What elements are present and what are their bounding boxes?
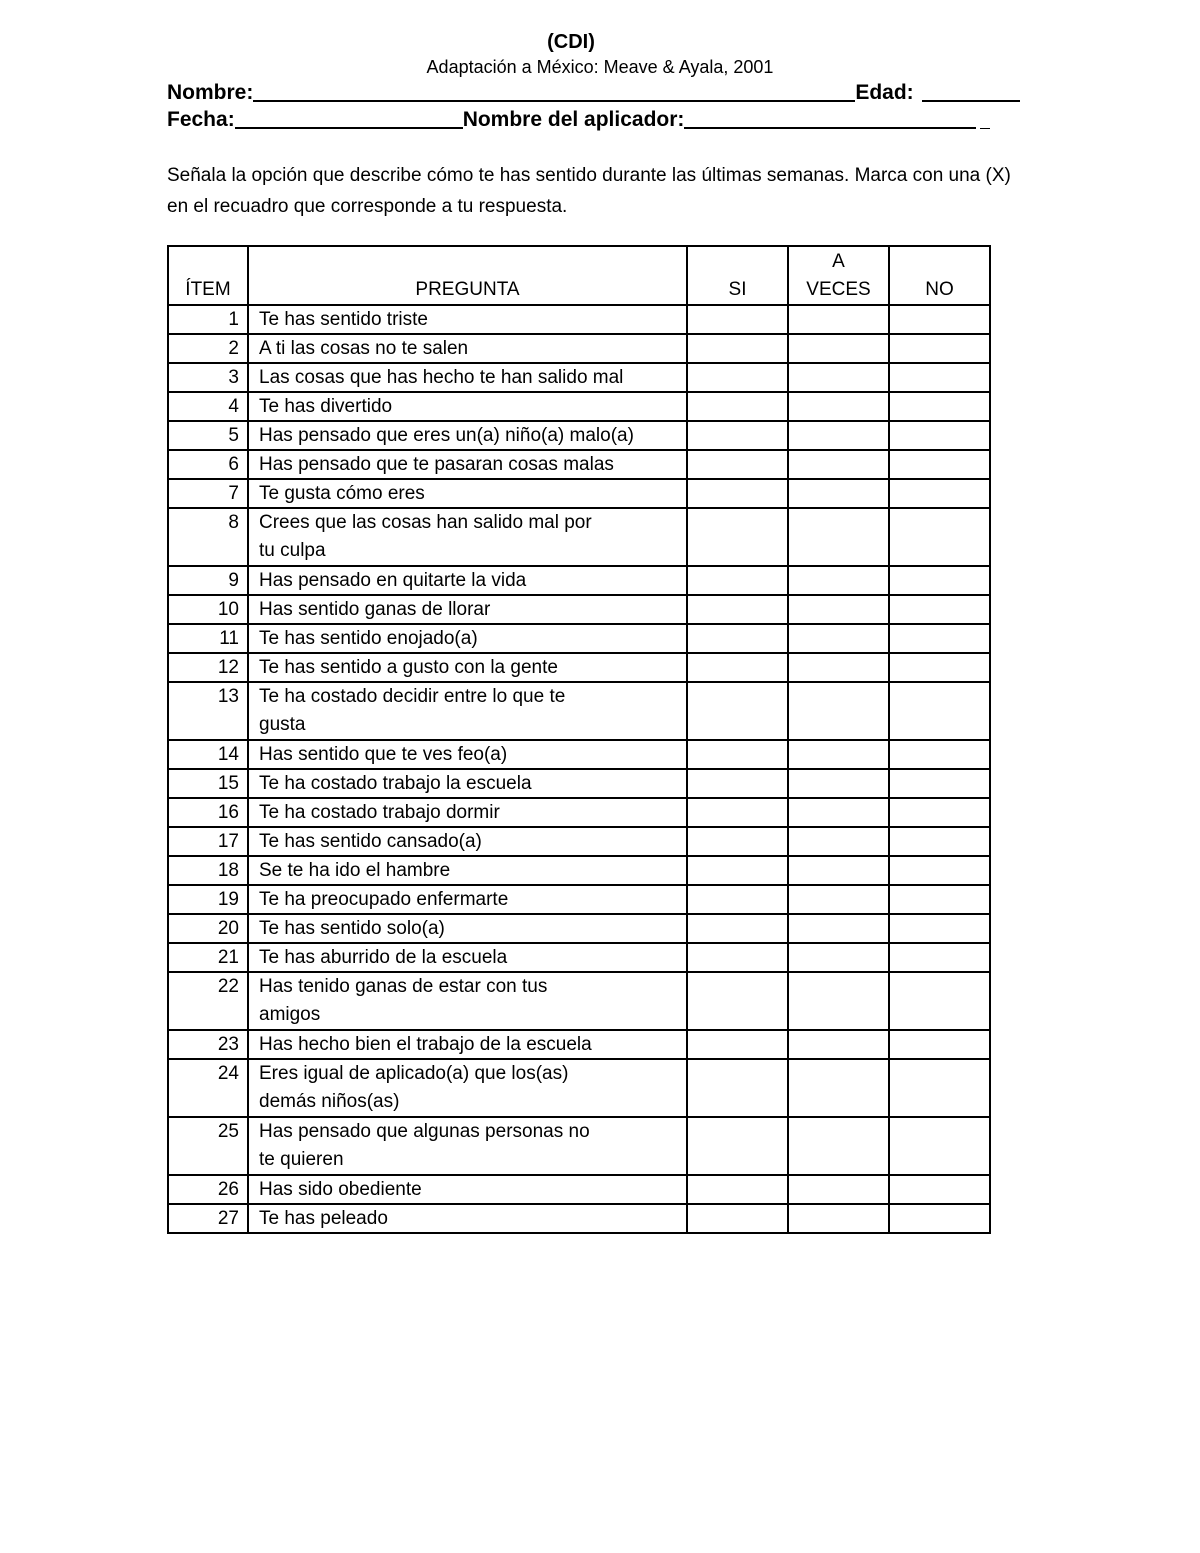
answer-no-cell[interactable] xyxy=(889,334,990,363)
question-line: Has sido obediente xyxy=(259,1179,422,1200)
question-line: Las cosas que has hecho te han salido mal xyxy=(259,367,624,388)
question-line: Te ha preocupado enfermarte xyxy=(259,889,509,910)
question-line: Has tenido ganas de estar con tus xyxy=(259,976,548,997)
table-row xyxy=(168,1204,990,1233)
question-line: Te has divertido xyxy=(259,396,393,417)
answer-no-cell[interactable] xyxy=(889,595,990,624)
answer-si-cell[interactable] xyxy=(687,798,788,827)
answer-si-cell[interactable] xyxy=(687,769,788,798)
answer-no-cell[interactable] xyxy=(889,508,990,566)
item-number: 22 xyxy=(168,972,248,1030)
table-row xyxy=(168,827,990,856)
question-text xyxy=(248,305,687,334)
answer-si-cell[interactable] xyxy=(687,1204,788,1233)
answer-a-veces-cell[interactable] xyxy=(788,305,889,334)
question-line: Crees que las cosas han salido mal por xyxy=(259,512,592,533)
table-row xyxy=(168,972,990,1030)
questionnaire-table xyxy=(167,245,991,1234)
question-line: Has pensado que algunas personas no xyxy=(259,1121,590,1142)
answer-a-veces-cell[interactable] xyxy=(788,421,889,450)
answer-no-cell[interactable] xyxy=(889,943,990,972)
question-text xyxy=(248,1117,687,1175)
question-text xyxy=(248,1030,687,1059)
date-applicator-row xyxy=(167,107,990,132)
question-text xyxy=(248,363,687,392)
answer-no-cell[interactable] xyxy=(889,682,990,740)
item-number: 5 xyxy=(168,421,248,450)
answer-si-cell[interactable] xyxy=(687,653,788,682)
header-no: NO xyxy=(889,246,990,305)
answer-a-veces-cell[interactable] xyxy=(788,566,889,595)
answer-si-cell[interactable] xyxy=(687,363,788,392)
answer-a-veces-cell[interactable] xyxy=(788,450,889,479)
item-number: 3 xyxy=(168,363,248,392)
question-text xyxy=(248,624,687,653)
answer-a-veces-cell[interactable] xyxy=(788,972,889,1030)
answer-a-veces-cell[interactable] xyxy=(788,624,889,653)
answer-si-cell[interactable] xyxy=(687,421,788,450)
question-line-2: amigos xyxy=(259,1004,321,1025)
answer-a-veces-cell[interactable] xyxy=(788,595,889,624)
question-line: Has sentido que te ves feo(a) xyxy=(259,744,508,765)
table-row xyxy=(168,798,990,827)
question-text xyxy=(248,334,687,363)
answer-si-cell[interactable] xyxy=(687,827,788,856)
question-text xyxy=(248,682,687,740)
question-line: Has hecho bien el trabajo de la escuela xyxy=(259,1034,592,1055)
answer-no-cell[interactable] xyxy=(889,1030,990,1059)
question-text xyxy=(248,798,687,827)
question-text xyxy=(248,508,687,566)
item-number: 9 xyxy=(168,566,248,595)
question-text xyxy=(248,566,687,595)
answer-no-cell[interactable] xyxy=(889,1059,990,1117)
answer-no-cell[interactable] xyxy=(889,1204,990,1233)
answer-a-veces-cell[interactable] xyxy=(788,740,889,769)
answer-no-cell[interactable] xyxy=(889,479,990,508)
item-number: 15 xyxy=(168,769,248,798)
age-label: Edad: xyxy=(855,81,914,104)
answer-a-veces-cell[interactable] xyxy=(788,508,889,566)
table-row xyxy=(168,363,990,392)
answer-a-veces-cell[interactable] xyxy=(788,914,889,943)
question-line: A ti las cosas no te salen xyxy=(259,338,469,359)
question-line-2: te quieren xyxy=(259,1149,344,1170)
table-row xyxy=(168,914,990,943)
answer-a-veces-cell[interactable] xyxy=(788,653,889,682)
date-field[interactable] xyxy=(235,107,463,129)
answer-a-veces-cell[interactable] xyxy=(788,769,889,798)
question-line: Has pensado en quitarte la vida xyxy=(259,570,527,591)
answer-si-cell[interactable] xyxy=(687,566,788,595)
question-text xyxy=(248,856,687,885)
name-label: Nombre: xyxy=(167,81,254,104)
header-a-veces-line1: A xyxy=(832,251,845,272)
item-number: 26 xyxy=(168,1175,248,1204)
item-number: 18 xyxy=(168,856,248,885)
table-row xyxy=(168,682,990,740)
item-number: 12 xyxy=(168,653,248,682)
answer-a-veces-cell[interactable] xyxy=(788,943,889,972)
question-text xyxy=(248,450,687,479)
header-a-veces xyxy=(788,246,889,305)
answer-a-veces-cell[interactable] xyxy=(788,1030,889,1059)
item-number: 1 xyxy=(168,305,248,334)
answer-a-veces-cell[interactable] xyxy=(788,392,889,421)
question-line: Has pensado que te pasaran cosas malas xyxy=(259,454,614,475)
answer-a-veces-cell[interactable] xyxy=(788,885,889,914)
table-row xyxy=(168,334,990,363)
item-number: 14 xyxy=(168,740,248,769)
table-header-row xyxy=(168,246,990,305)
answer-si-cell[interactable] xyxy=(687,885,788,914)
question-text xyxy=(248,479,687,508)
question-text xyxy=(248,740,687,769)
answer-a-veces-cell[interactable] xyxy=(788,479,889,508)
header-pregunta: PREGUNTA xyxy=(248,246,687,305)
answer-si-cell[interactable] xyxy=(687,334,788,363)
answer-si-cell[interactable] xyxy=(687,1117,788,1175)
answer-no-cell[interactable] xyxy=(889,653,990,682)
answer-no-cell[interactable] xyxy=(889,305,990,334)
table-row xyxy=(168,595,990,624)
item-number: 16 xyxy=(168,798,248,827)
item-number: 23 xyxy=(168,1030,248,1059)
table-row xyxy=(168,653,990,682)
question-line: Te has sentido a gusto con la gente xyxy=(259,657,558,678)
answer-si-cell[interactable] xyxy=(687,508,788,566)
answer-no-cell[interactable] xyxy=(889,972,990,1030)
table-row xyxy=(168,1175,990,1204)
item-number: 19 xyxy=(168,885,248,914)
answer-si-cell[interactable] xyxy=(687,856,788,885)
item-number: 4 xyxy=(168,392,248,421)
item-number: 8 xyxy=(168,508,248,566)
table-row xyxy=(168,392,990,421)
item-number: 2 xyxy=(168,334,248,363)
answer-si-cell[interactable] xyxy=(687,450,788,479)
answer-a-veces-cell[interactable] xyxy=(788,1175,889,1204)
form-title: (CDI) xyxy=(547,31,595,53)
answer-si-cell[interactable] xyxy=(687,1059,788,1117)
answer-a-veces-cell[interactable] xyxy=(788,1117,889,1175)
answer-si-cell[interactable] xyxy=(687,624,788,653)
answer-a-veces-cell[interactable] xyxy=(788,363,889,392)
question-line: Has sentido ganas de llorar xyxy=(259,599,491,620)
answer-si-cell[interactable] xyxy=(687,914,788,943)
answer-no-cell[interactable] xyxy=(889,798,990,827)
form-subtitle: Adaptación a México: Meave & Ayala, 2001 xyxy=(426,57,774,77)
item-number: 17 xyxy=(168,827,248,856)
answer-si-cell[interactable] xyxy=(687,682,788,740)
answer-no-cell[interactable] xyxy=(889,566,990,595)
answer-si-cell[interactable] xyxy=(687,305,788,334)
item-number: 21 xyxy=(168,943,248,972)
item-number: 7 xyxy=(168,479,248,508)
table-row xyxy=(168,740,990,769)
question-text xyxy=(248,972,687,1030)
table-row xyxy=(168,566,990,595)
answer-si-cell[interactable] xyxy=(687,972,788,1030)
answer-a-veces-cell[interactable] xyxy=(788,1059,889,1117)
table-row xyxy=(168,943,990,972)
table-row xyxy=(168,508,990,566)
question-text xyxy=(248,827,687,856)
answer-a-veces-cell[interactable] xyxy=(788,1204,889,1233)
date-label: Fecha: xyxy=(167,108,235,131)
answer-a-veces-cell[interactable] xyxy=(788,827,889,856)
answer-si-cell[interactable] xyxy=(687,943,788,972)
answer-no-cell[interactable] xyxy=(889,1117,990,1175)
answer-no-cell[interactable] xyxy=(889,392,990,421)
table-row xyxy=(168,769,990,798)
table-row xyxy=(168,450,990,479)
question-line: Te has sentido enojado(a) xyxy=(259,628,478,649)
applicator-label: Nombre del aplicador: xyxy=(462,108,685,131)
applicator-field[interactable] xyxy=(684,107,976,129)
question-text xyxy=(248,595,687,624)
instructions: Señala la opción que describe cómo te has sentido durante las últimas semanas. Marca con una (X) en el recuadro que corresponde a tu respuesta. xyxy=(167,165,1011,217)
question-text xyxy=(248,885,687,914)
question-text xyxy=(248,392,687,421)
question-text xyxy=(248,914,687,943)
answer-no-cell[interactable] xyxy=(889,914,990,943)
item-number: 27 xyxy=(168,1204,248,1233)
question-text xyxy=(248,1204,687,1233)
answer-no-cell[interactable] xyxy=(889,363,990,392)
question-text xyxy=(248,943,687,972)
question-line: Te ha costado decidir entre lo que te xyxy=(259,686,566,707)
header-si: SI xyxy=(687,246,788,305)
question-line: Te ha costado trabajo dormir xyxy=(259,802,500,823)
name-field[interactable] xyxy=(253,80,855,102)
answer-si-cell[interactable] xyxy=(687,740,788,769)
answer-no-cell[interactable] xyxy=(889,740,990,769)
item-number: 13 xyxy=(168,682,248,740)
question-line: Te ha costado trabajo la escuela xyxy=(259,773,532,794)
answer-a-veces-cell[interactable] xyxy=(788,856,889,885)
answer-no-cell[interactable] xyxy=(889,450,990,479)
answer-no-cell[interactable] xyxy=(889,827,990,856)
question-line-2: gusta xyxy=(259,714,306,735)
item-number: 11 xyxy=(168,624,248,653)
question-line-2: tu culpa xyxy=(259,540,326,561)
table-row xyxy=(168,1117,990,1175)
item-number: 10 xyxy=(168,595,248,624)
question-line: Te gusta cómo eres xyxy=(259,483,425,504)
question-text xyxy=(248,1059,687,1117)
question-line: Has pensado que eres un(a) niño(a) malo(a) xyxy=(259,425,634,446)
table-row xyxy=(168,1059,990,1117)
answer-no-cell[interactable] xyxy=(889,1175,990,1204)
table-row xyxy=(168,624,990,653)
question-line: Eres igual de aplicado(a) que los(as) xyxy=(259,1063,569,1084)
answer-a-veces-cell[interactable] xyxy=(788,334,889,363)
header-a-veces-line2: VECES xyxy=(806,279,871,300)
answer-a-veces-cell[interactable] xyxy=(788,682,889,740)
answer-si-cell[interactable] xyxy=(687,1175,788,1204)
answer-si-cell[interactable] xyxy=(687,595,788,624)
question-text xyxy=(248,769,687,798)
answer-no-cell[interactable] xyxy=(889,885,990,914)
answer-no-cell[interactable] xyxy=(889,856,990,885)
table-row xyxy=(168,1030,990,1059)
answer-no-cell[interactable] xyxy=(889,421,990,450)
header-item: ÍTEM xyxy=(168,246,248,305)
question-text xyxy=(248,421,687,450)
name-age-row xyxy=(167,80,1020,105)
answer-a-veces-cell[interactable] xyxy=(788,798,889,827)
age-field[interactable] xyxy=(922,80,1020,102)
answer-si-cell[interactable] xyxy=(687,479,788,508)
table-row xyxy=(168,479,990,508)
question-line: Te has sentido triste xyxy=(259,309,428,330)
question-line: Te has aburrido de la escuela xyxy=(259,947,508,968)
item-number: 25 xyxy=(168,1117,248,1175)
answer-no-cell[interactable] xyxy=(889,769,990,798)
question-line-2: demás niños(as) xyxy=(259,1091,400,1112)
question-line: Te has sentido cansado(a) xyxy=(259,831,482,852)
item-number: 20 xyxy=(168,914,248,943)
table-row xyxy=(168,856,990,885)
table-row xyxy=(168,305,990,334)
question-line: Se te ha ido el hambre xyxy=(259,860,451,881)
question-text xyxy=(248,1175,687,1204)
table-row xyxy=(168,885,990,914)
table-body xyxy=(168,305,990,1233)
question-line: Te has peleado xyxy=(259,1208,388,1229)
question-text xyxy=(248,653,687,682)
answer-si-cell[interactable] xyxy=(687,1030,788,1059)
applicator-field-tail xyxy=(980,108,990,129)
answer-no-cell[interactable] xyxy=(889,624,990,653)
item-number: 24 xyxy=(168,1059,248,1117)
question-line: Te has sentido solo(a) xyxy=(259,918,445,939)
table-row xyxy=(168,421,990,450)
answer-si-cell[interactable] xyxy=(687,392,788,421)
item-number: 6 xyxy=(168,450,248,479)
